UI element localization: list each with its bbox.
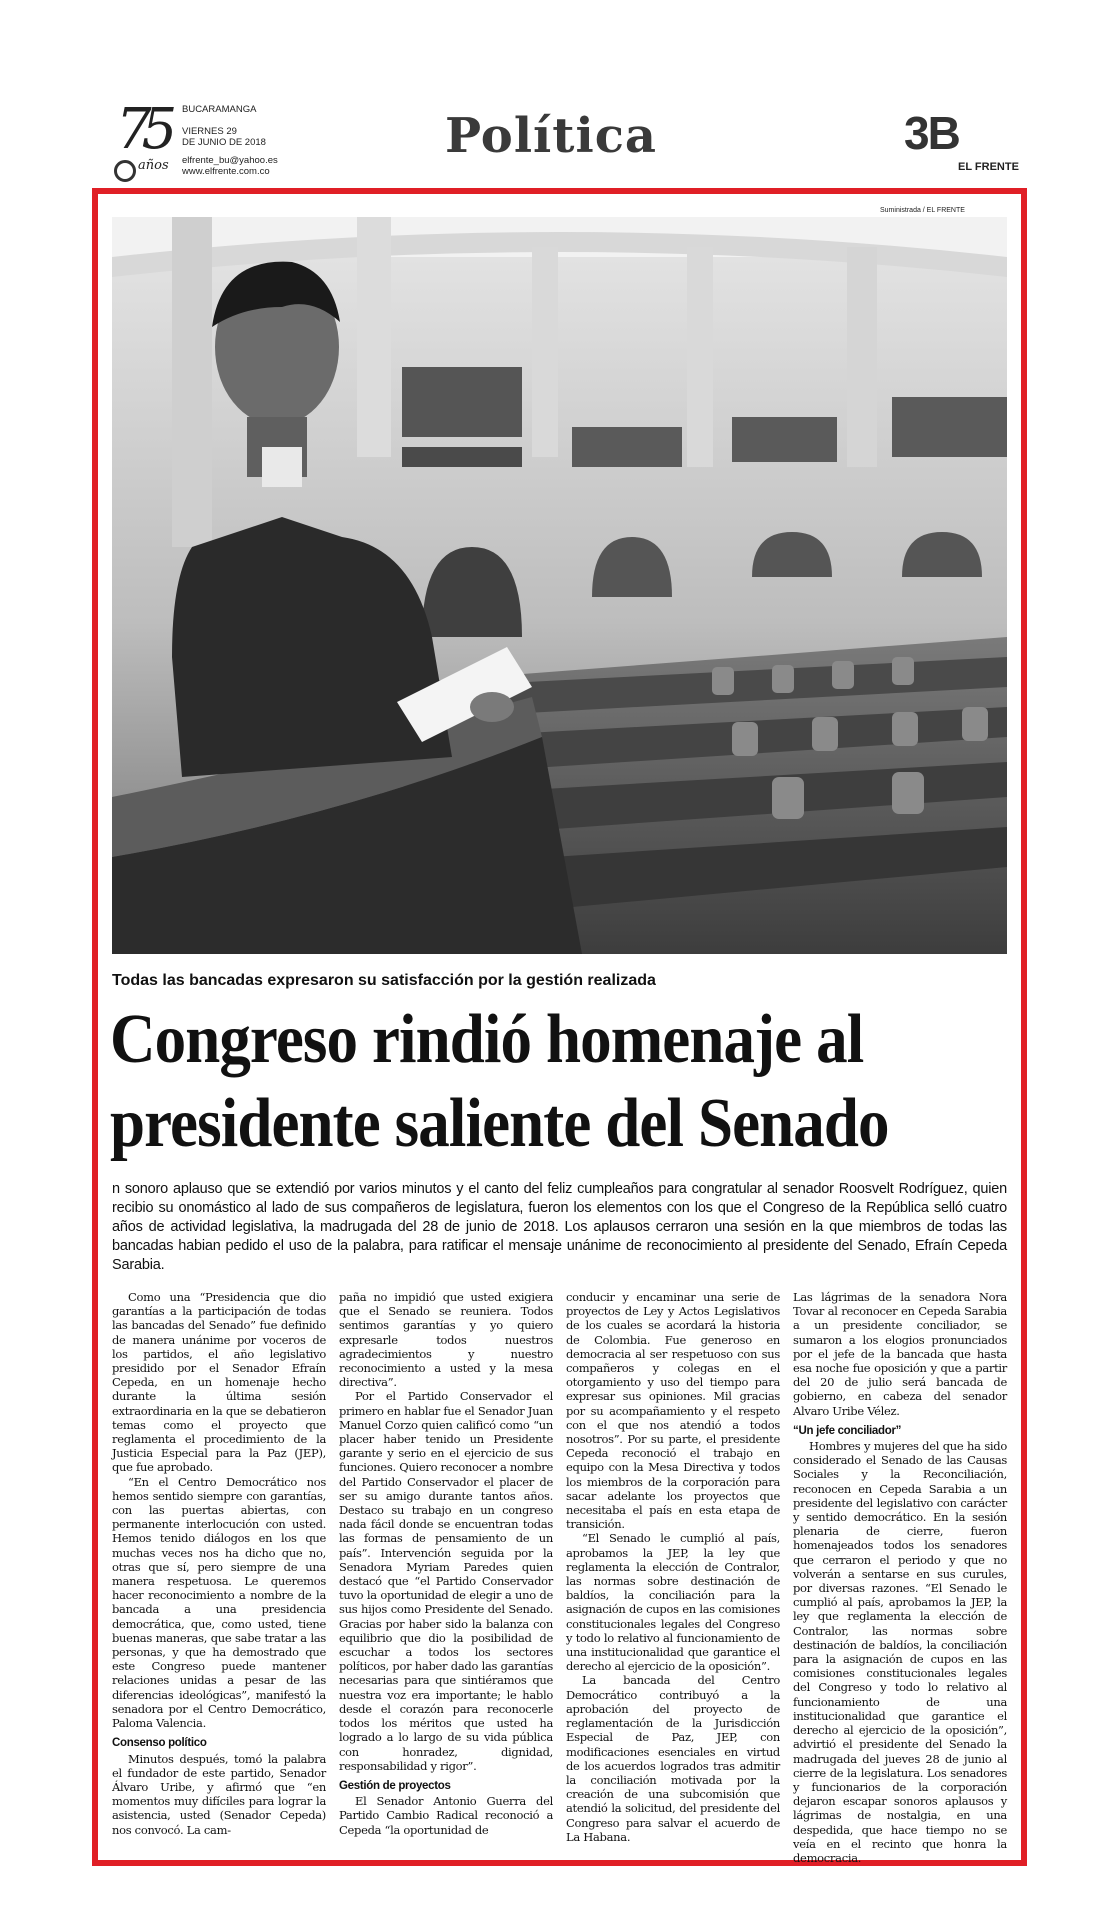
paragraph: conducir y encaminar una serie de proyectos de Ley y Actos Legislativos de los cuales se acordará la historia de Colombia. Fue generoso en democracia al ser respetuoso con sus compañeros y colegas en el otorgamiento y uso del tiempo para expresar sus opiniones. Mil gracias por su acompañamiento y el respeto con el que nos atendió a todos nosotros”. Por su parte, el presidente Cepeda reconoció el trabajo en equipo con la Mesa Directiva y todos los miembros de la corporación para sacar adelante los proyectos que necesitaba el país en esta etapa de transición. xyxy=(566,1290,780,1532)
paragraph: La bancada del Centro Democrático contribuyó a la aprobación del proyecto de reglamentación de la Jurisdicción Especial de Paz, JEP, con modificaciones esenciales en virtud de los acuerdos logrados tras admitir la conciliación motivada por la creación de una subcomisión que atendió la solicitud, del presidente del Congreso para salvar el acuerdo de La Habana. xyxy=(566,1673,780,1844)
date-label xyxy=(182,126,266,148)
date-line-2: DE JUNIO DE 2018 xyxy=(182,137,266,148)
paragraph: Como una “Presidencia que dio garantías a la participación de todas las bancadas del Senado” fue definido de manera unánime por voceros de los partidos, el año legislativo presidido por el Senador Efraín Cepeda, en un homenaje hecho durante la última sesión extraordinaria en la que se debatieron temas como el proyecto que reglamenta el procedimiento de la Justicia Especial para la Paz (JEP), que fue aprobado. xyxy=(112,1290,326,1475)
paragraph: “El Senado le cumplió al país, aprobamos la JEP, la ley que reglamenta la elección de Contralor, las normas sobre destinación de baldíos, la conciliación para la asignación de cupos en las comisiones constitucionales legales del Congreso y todo lo relativo al funcionamiento de una institucionalidad que garantice el derecho al ejercicio de la oposición”. xyxy=(566,1531,780,1674)
text-column-4 xyxy=(793,1290,1007,1865)
anniversary-logo xyxy=(112,97,176,180)
logo-number: 75 xyxy=(116,97,168,162)
paragraph: Las lágrimas de la senadora Nora Tovar al reconocer en Cepeda Sarabia a un presidente conciliador, se sumaron a los elogios pronunciados por el jefe de la bancada que hasta esa noche fue oposición y que a partir del 20 de julio será bancada de gobierno, en cabeza del senador Alvaro Uribe Vélez. xyxy=(793,1290,1007,1418)
text-column-1 xyxy=(112,1290,326,1837)
subheading: Gestión de proyectos xyxy=(339,1779,451,1792)
ring-icon xyxy=(114,160,136,182)
paragraph: paña no impidió que usted exigiera que el Senado se reuniera. Todos sentimos garantías y yo quiero expresarle todos nuestros agradecimientos y nuestro reconocimiento a usted y la mesa directiva”. xyxy=(339,1290,553,1390)
headline-line-2: presidente saliente del Senado xyxy=(110,1085,889,1162)
contact-info xyxy=(182,155,278,177)
article-lead: n sonoro aplauso que se extendió por varios minutos y el canto del feliz cumpleaños para congratular al senador Roosvelt Rodríguez, quien recibio su onomástico al lado de sus compañeros de legislatura, fueron los elementos con los que el Congreso de la República selló cuatro años de actividad legislativa, la madrugada del 28 de junio de 2018. Los aplausos cerraron una sesión en la que miembros de todas las bancadas habian pedido el uso de la palabra, para ratificar el mensaje unánime de reconocimiento al presidente del Senado, Efraín Cepeda Sarabia. xyxy=(112,1181,1007,1273)
city-label: BUCARAMANGA xyxy=(182,104,257,115)
text-column-2 xyxy=(339,1290,553,1837)
page-number: 3B xyxy=(904,107,959,159)
paragraph: “En el Centro Democrático nos hemos sentido siempre con garantías, con las puertas abiertas, con permanente interlocución con usted. Hemos tenido diálogos en los que muchas veces nos ha dicho que no, otras que sí, pero siempre de una manera respetuosa. Le queremos hacer reconocimiento a nombre de la bancada a una presidencia democrática, que, como usted, tiene buenas maneras, que sabe tratar a las personas, y que ha demostrado que este Congreso puede mantener relaciones unidas a pesar de las diferencias ideológicas”, manifestó la senadora por el Centro Democrático, Paloma Valencia. xyxy=(112,1474,326,1731)
photo-credit: Suministrada / EL FRENTE xyxy=(880,207,965,214)
paragraph: Hombres y mujeres del que ha sido considerado el Senado de las Causas Sociales y la Reconciliación, reconocen en Cepeda Sarabia a un presidente del legislativo con carácter y sentido democrático. En la sesión plenaria de cierre, fueron homenajeados todos los senadores que cerraron el periodo y que no volverán a sentarse en sus curules, por diversas razones. “El Senado le cumplió al país, aprobamos la JEP, la ley que reglamenta la elección de Contralor, las normas sobre destinación de baldíos, la conciliación para la asignación de cupos en las comisiones constitucionales legales del Congreso y todo lo relativo al funcionamiento de una institucionalidad que garantice el derecho al ejercicio de la oposición”, advirtió el presidente del Senado la madrugada del jueves 28 de junio al cierre de la legislatura. Los senadores y funcionarios de la corporación dejaron escapar sonoros aplausos y lágrimas de nostalgia, en una despedida, que hace tiempo no se veía en el recinto que honra la democracia. xyxy=(793,1439,1007,1865)
paragraph: Minutos después, tomó la palabra el fundador de este partido, Senador Álvaro Uribe, y afirmó que “en momentos muy difíciles para lograr la asistencia, usted (Senador Cepeda) nos convocó. La cam- xyxy=(112,1751,326,1837)
newspaper-name: EL FRENTE xyxy=(958,161,1019,173)
website-link[interactable]: www.elfrente.com.co xyxy=(182,166,270,177)
article-headline xyxy=(110,998,920,1166)
subheading: “Un jefe conciliador” xyxy=(793,1424,902,1437)
section-title: Política xyxy=(445,108,658,164)
page-header xyxy=(0,0,1116,185)
paragraph: El Senador Antonio Guerra del Partido Cambio Radical reconoció a Cepeda “la oportunidad de xyxy=(339,1794,553,1837)
article-photo xyxy=(112,217,1007,954)
subheading: Consenso político xyxy=(112,1737,207,1750)
headline-line-1: Congreso rindió homenaje al xyxy=(110,1001,864,1078)
article-kicker: Todas las bancadas expresaron su satisfacción por la gestión realizada xyxy=(112,972,656,989)
date-line-1: VIERNES 29 xyxy=(182,126,237,137)
text-column-3 xyxy=(566,1290,780,1844)
paragraph: Por el Partido Conservador el primero en hablar fue el Senador Juan Manuel Corzo quien calificó como “un placer haber tenido un Presidente garante y serio en el ejercicio de sus funciones. Quiero reconocer a nombre del Partido Conservador el placer de ser su amigo durante tantos años. Destaco su trabajo en un congreso nada fácil donde se encuentran todas las formas de pensamiento de un país”. Intervención seguida por la Senadora Myriam Paredes quien destacó que “el Partido Conservador tuvo la oportunidad de elegir a uno de sus hijos como Presidente del Senado. Gracias por haber sido la balanza con equilibrio que dio la posibilidad de escuchar a todos los sectores políticos, por haber dado las garantías necesarias para que sintiéramos que nuestra voz era importante; le hablo desde el corazón para reconocerle todos los méritos que usted ha logrado a lo largo de su vida pública con honradez, dignidad, responsabilidad y rigor”. xyxy=(339,1389,553,1773)
logo-text: años xyxy=(138,158,169,173)
email-link[interactable]: elfrente_bu@yahoo.es xyxy=(182,155,278,166)
